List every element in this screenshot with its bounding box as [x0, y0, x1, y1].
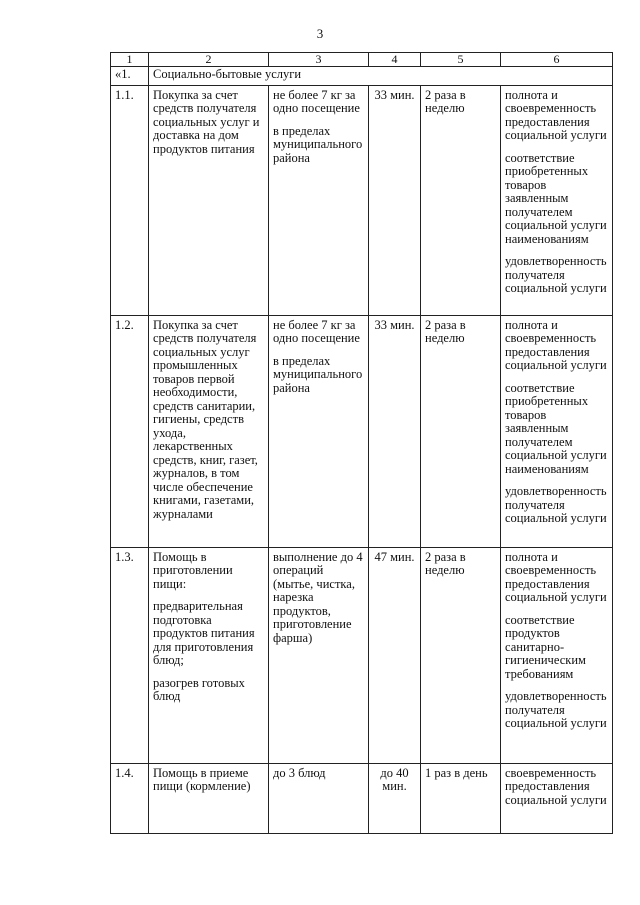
volume-text: не более 7 кг за одно посещение: [273, 87, 360, 116]
column-number-header: 3: [269, 53, 369, 67]
column-number-header: 2: [149, 53, 269, 67]
criteria-text: соответствие продуктов санитарно-гигиеническим требованиям: [505, 612, 586, 681]
frequency-cell: 2 раза в неделю: [421, 547, 501, 763]
table-row: [111, 315, 613, 547]
criteria-text: полнота и своевременность предоставления социальной услуги: [505, 87, 607, 143]
volume-text: не более 7 кг за одно посещение: [273, 317, 360, 346]
service-name-cell: [149, 315, 269, 547]
volume-text: в пределах муниципального района: [273, 353, 363, 395]
service-name: Покупка за счет средств получателя социальных услуг и доставка на дом продуктов питания: [153, 87, 260, 156]
criteria-text: соответствие приобретенных товаров заявленным получателем социальной услуги наименованиям: [505, 380, 607, 476]
criteria-text: полнота и своевременность предоставления социальной услуги: [505, 549, 607, 605]
service-name-cell: [149, 763, 269, 833]
volume-cell: [269, 315, 369, 547]
volume-cell: [269, 763, 369, 833]
volume-text: до 3 блюд: [273, 765, 326, 780]
time-cell: 33 мин.: [369, 315, 421, 547]
criteria-text: своевременность предоставления социальной услуги: [505, 765, 607, 807]
criteria-text: удовлетворенность получателя социальной услуги: [505, 254, 607, 296]
service-name: Помощь в приеме пищи (кормление): [153, 765, 251, 794]
section-number: «1.: [111, 66, 149, 85]
criteria-cell: [501, 85, 613, 315]
column-number-header: 6: [501, 53, 613, 67]
table-row: [111, 547, 613, 763]
time-cell: 47 мин.: [369, 547, 421, 763]
table-row: [111, 763, 613, 833]
row-number: 1.2.: [111, 315, 149, 547]
frequency-cell: 2 раза в неделю: [421, 315, 501, 547]
service-name: Помощь в приготовлении пищи:: [153, 549, 233, 591]
criteria-text: удовлетворенность получателя социальной услуги: [505, 689, 607, 731]
service-name: Покупка за счет средств получателя социальных услуг промышленных товаров первой необходимости, средств санитарии, гигиены, средств ухода, лекарственных средств, книг, газет, журналов, в том числе обеспечение книгами, газетами, журналами: [153, 317, 258, 521]
time-cell: 33 мин.: [369, 85, 421, 315]
column-number-header: 1: [111, 53, 149, 67]
service-name: предварительная подготовка продуктов питания для приготовления блюд;: [153, 599, 255, 668]
time-cell: до 40 мин.: [369, 763, 421, 833]
service-name: разогрев готовых блюд: [153, 675, 245, 704]
service-name-cell: [149, 547, 269, 763]
services-table: [110, 52, 613, 834]
volume-text: в пределах муниципального района: [273, 123, 363, 165]
column-number-header-row: [111, 53, 613, 67]
criteria-cell: [501, 763, 613, 833]
frequency-cell: 1 раз в день: [421, 763, 501, 833]
row-number: 1.1.: [111, 85, 149, 315]
row-number: 1.3.: [111, 547, 149, 763]
frequency-cell: 2 раза в неделю: [421, 85, 501, 315]
criteria-cell: [501, 547, 613, 763]
volume-text: выполнение до 4 операций (мытье, чистка, нарезка продуктов, приготовление фарша): [273, 549, 363, 645]
section-title: Социально-бытовые услуги: [149, 66, 613, 85]
table-row: [111, 85, 613, 315]
service-name-cell: [149, 85, 269, 315]
criteria-text: удовлетворенность получателя социальной услуги: [505, 484, 607, 526]
volume-cell: [269, 547, 369, 763]
row-number: 1.4.: [111, 763, 149, 833]
section-row: [111, 66, 613, 85]
volume-cell: [269, 85, 369, 315]
column-number-header: 4: [369, 53, 421, 67]
criteria-cell: [501, 315, 613, 547]
page-number: 3: [316, 26, 324, 41]
criteria-text: полнота и своевременность предоставления социальной услуги: [505, 317, 607, 373]
criteria-text: соответствие приобретенных товаров заявленным получателем социальной услуги наименованиям: [505, 150, 607, 246]
column-number-header: 5: [421, 53, 501, 67]
